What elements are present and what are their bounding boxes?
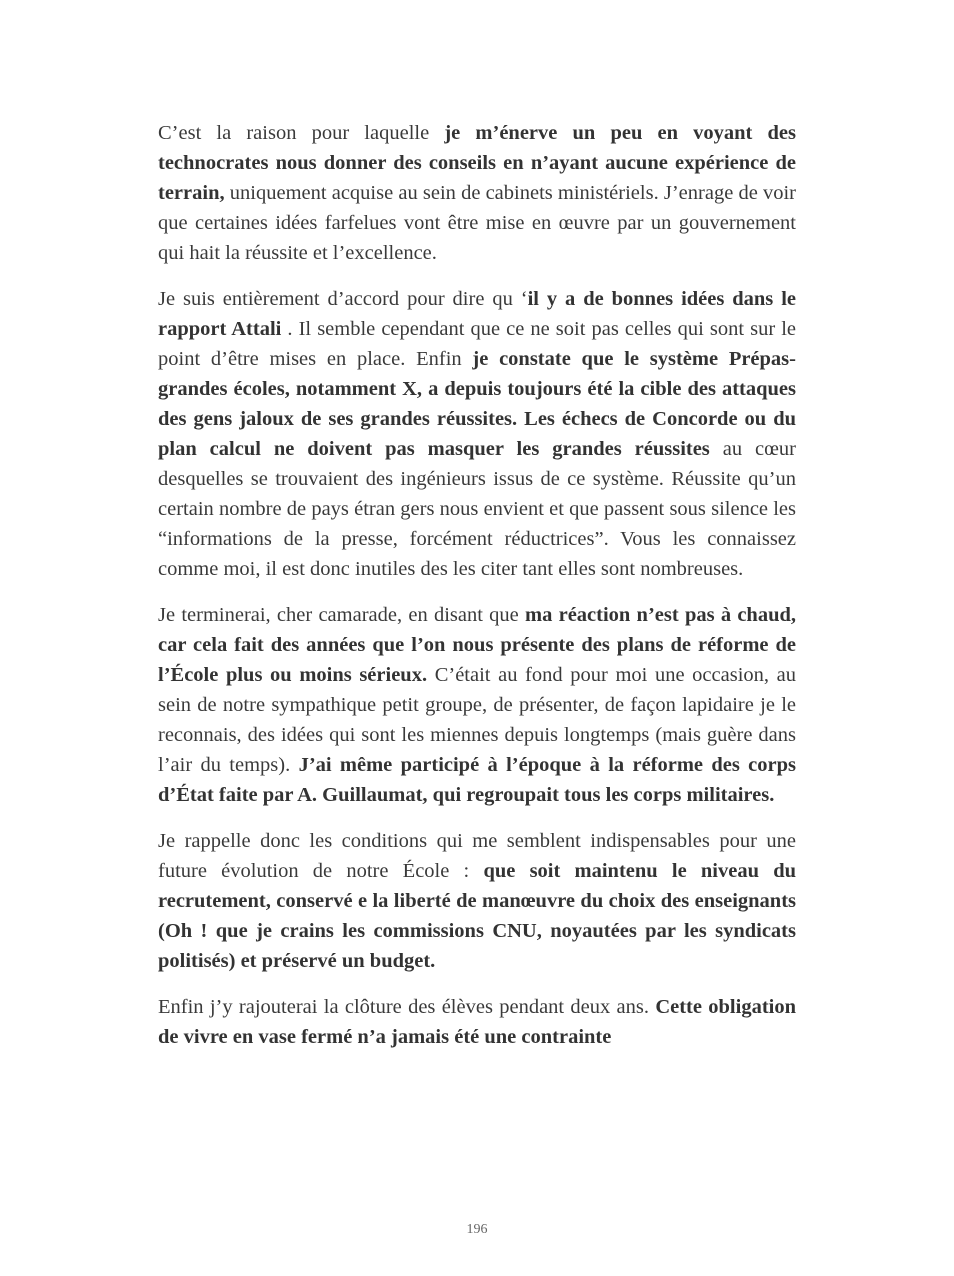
bold-text-run: que soit maintenu le niveau du recrutement, conservé e la liberté de manœuvre du choix des enseignants (Oh ! que je crains les commissions CNU, noyautées par les syndicats politisés) et préservé un budget. [158,860,797,972]
bold-text-run: il y a de bonnes idées dans le rapport Attali [158,288,796,340]
text-run: . Il semble cependant que ce ne soit pas celles qui sont sur le point d’être mises en place. Enfin [158,318,796,370]
paragraph [158,600,796,810]
page-number: 196 [466,1222,488,1237]
bold-text-run: je m’énerve un peu en voyant des technocrates nous donner des conseils en n’ayant aucune expérience de terrain, [158,122,796,204]
bold-text-run: Cette obligation de vivre en vase fermé n’a jamais été une contrainte [158,996,797,1048]
paragraph [158,118,796,268]
paragraph [158,992,796,1052]
text-run: Je suis entièrement d’accord pour dire qu ‘ [158,288,528,310]
text-run: Enfin j’y rajouterai la clôture des élèves pendant deux ans. [158,996,656,1018]
text-run: Je terminerai, cher camarade, en disant que [158,604,526,626]
text-run: Je rappelle donc les conditions qui me semblent indispensables pour une future évolution de notre École : [158,830,796,882]
paragraph [158,284,796,584]
paragraph [158,826,796,976]
bold-text-run: J’ai même participé à l’époque à la réforme des corps d’État faite par A. Guillaumat, qui regroupait tous les corps militaires. [158,754,796,806]
text-run: au cœur desquelles se trouvaient des ingénieurs issus de ce système. Réussite qu’un certain nombre de pays étran gers nous envient et que passent sous silence les “informations de la presse, forcément réductrices”. Vous les connaissez comme moi, il est donc inutiles des les citer tant elles sont nombreuses. [158,438,796,580]
text-run: C’était au fond pour moi une occasion, au sein de notre sympathique petit groupe, de présenter, de façon lapidaire je le reconnais, des idées qui sont les miennes depuis longtemps (mais guère dans l’air du temps). [158,664,796,776]
text-run: C’est la raison pour laquelle [158,122,445,144]
text-run: uniquement acquise au sein de cabinets ministériels. J’enrage de voir que certaines idées farfelues vont être mise en œuvre par un gouvernement qui hait la réussite et l’excellence. [158,182,796,264]
page-body [158,118,796,1068]
bold-text-run: je constate que le système Prépas-grandes écoles, notamment X, a depuis toujours été la cible des attaques des gens jaloux de ses grandes réussites. Les échecs de Concorde ou du plan calcul ne doivent pas masquer les grandes réussites [158,348,796,460]
bold-text-run: ma réaction n’est pas à chaud, car cela fait des années que l’on nous présente des plans de réforme de l’École plus ou moins sérieux. [158,604,796,686]
